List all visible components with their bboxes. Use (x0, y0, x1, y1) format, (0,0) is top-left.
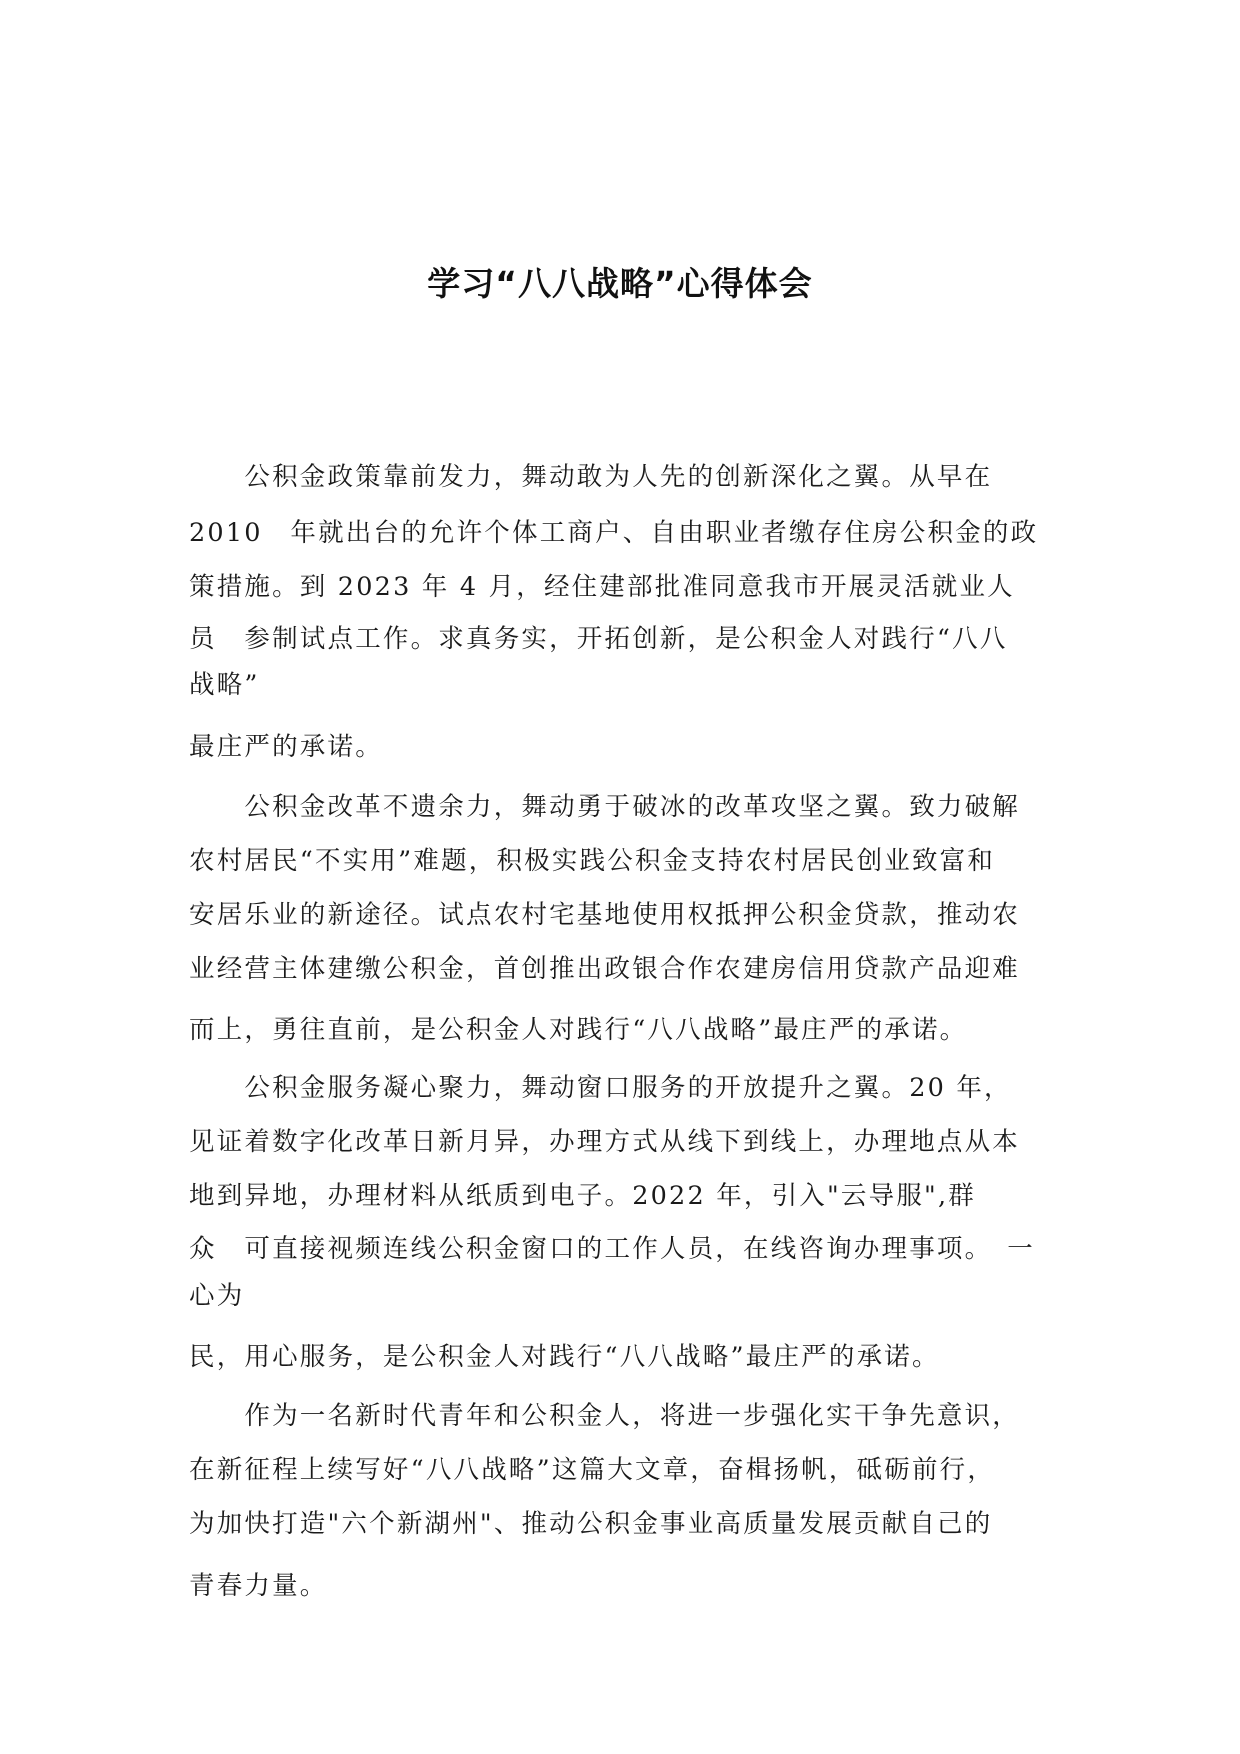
body-line: 战略” (189, 670, 260, 700)
body-line: 策措施。到 2023 年 4 月，经住建部批准同意我市开展灵活就业人 (189, 572, 1015, 602)
document-title: 学习“八八战略”心得体会 (427, 264, 813, 303)
body-line: 员 参制试点工作。求真务实，开拓创新，是公积金人对践行“八八 (189, 624, 1008, 654)
body-line: 作为一名新时代青年和公积金人，将进一步强化实干争先意识， (189, 1401, 1021, 1431)
body-line: 农村居民“不实用”难题，积极实践公积金支持农村居民创业致富和 (189, 846, 996, 876)
body-line: 青春力量。 (189, 1571, 328, 1601)
body-line: 众 可直接视频连线公积金窗口的工作人员，在线咨询办理事项。 一 (189, 1234, 1035, 1264)
body-line: 2010 年就出台的允许个体工商户、自由职业者缴存住房公积金的政 (189, 518, 1039, 548)
body-line: 见证着数字化改革日新月异，办理方式从线下到线上，办理地点从本 (189, 1127, 1021, 1157)
body-line: 心为 (189, 1281, 245, 1311)
body-line: 公积金改革不遗余力，舞动勇于破冰的改革攻坚之翼。致力破解 (189, 792, 1021, 822)
body-line: 而上，勇往直前，是公积金人对践行“八八战略”最庄严的承诺。 (189, 1015, 968, 1045)
body-line: 公积金政策靠前发力，舞动敢为人先的创新深化之翼。从早在 (189, 462, 993, 492)
body-line: 业经营主体建缴公积金，首创推出政银合作农建房信用贷款产品迎难 (189, 954, 1021, 984)
body-line: 安居乐业的新途径。试点农村宅基地使用权抵押公积金贷款，推动农 (189, 900, 1021, 930)
body-line: 地到异地，办理材料从纸质到电子。2022 年，引入"云导服",群 (189, 1181, 976, 1211)
body-line: 在新征程上续写好“八八战略”这篇大文章，奋楫扬帆，砥砺前行， (189, 1455, 996, 1485)
body-line: 民，用心服务，是公积金人对践行“八八战略”最庄严的承诺。 (189, 1342, 940, 1372)
body-line: 公积金服务凝心聚力，舞动窗口服务的开放提升之翼。20 年， (189, 1073, 1012, 1103)
body-line: 为加快打造"六个新湖州"、推动公积金事业高质量发展贡献自己的 (189, 1509, 993, 1539)
body-line: 最庄严的承诺。 (189, 732, 383, 762)
